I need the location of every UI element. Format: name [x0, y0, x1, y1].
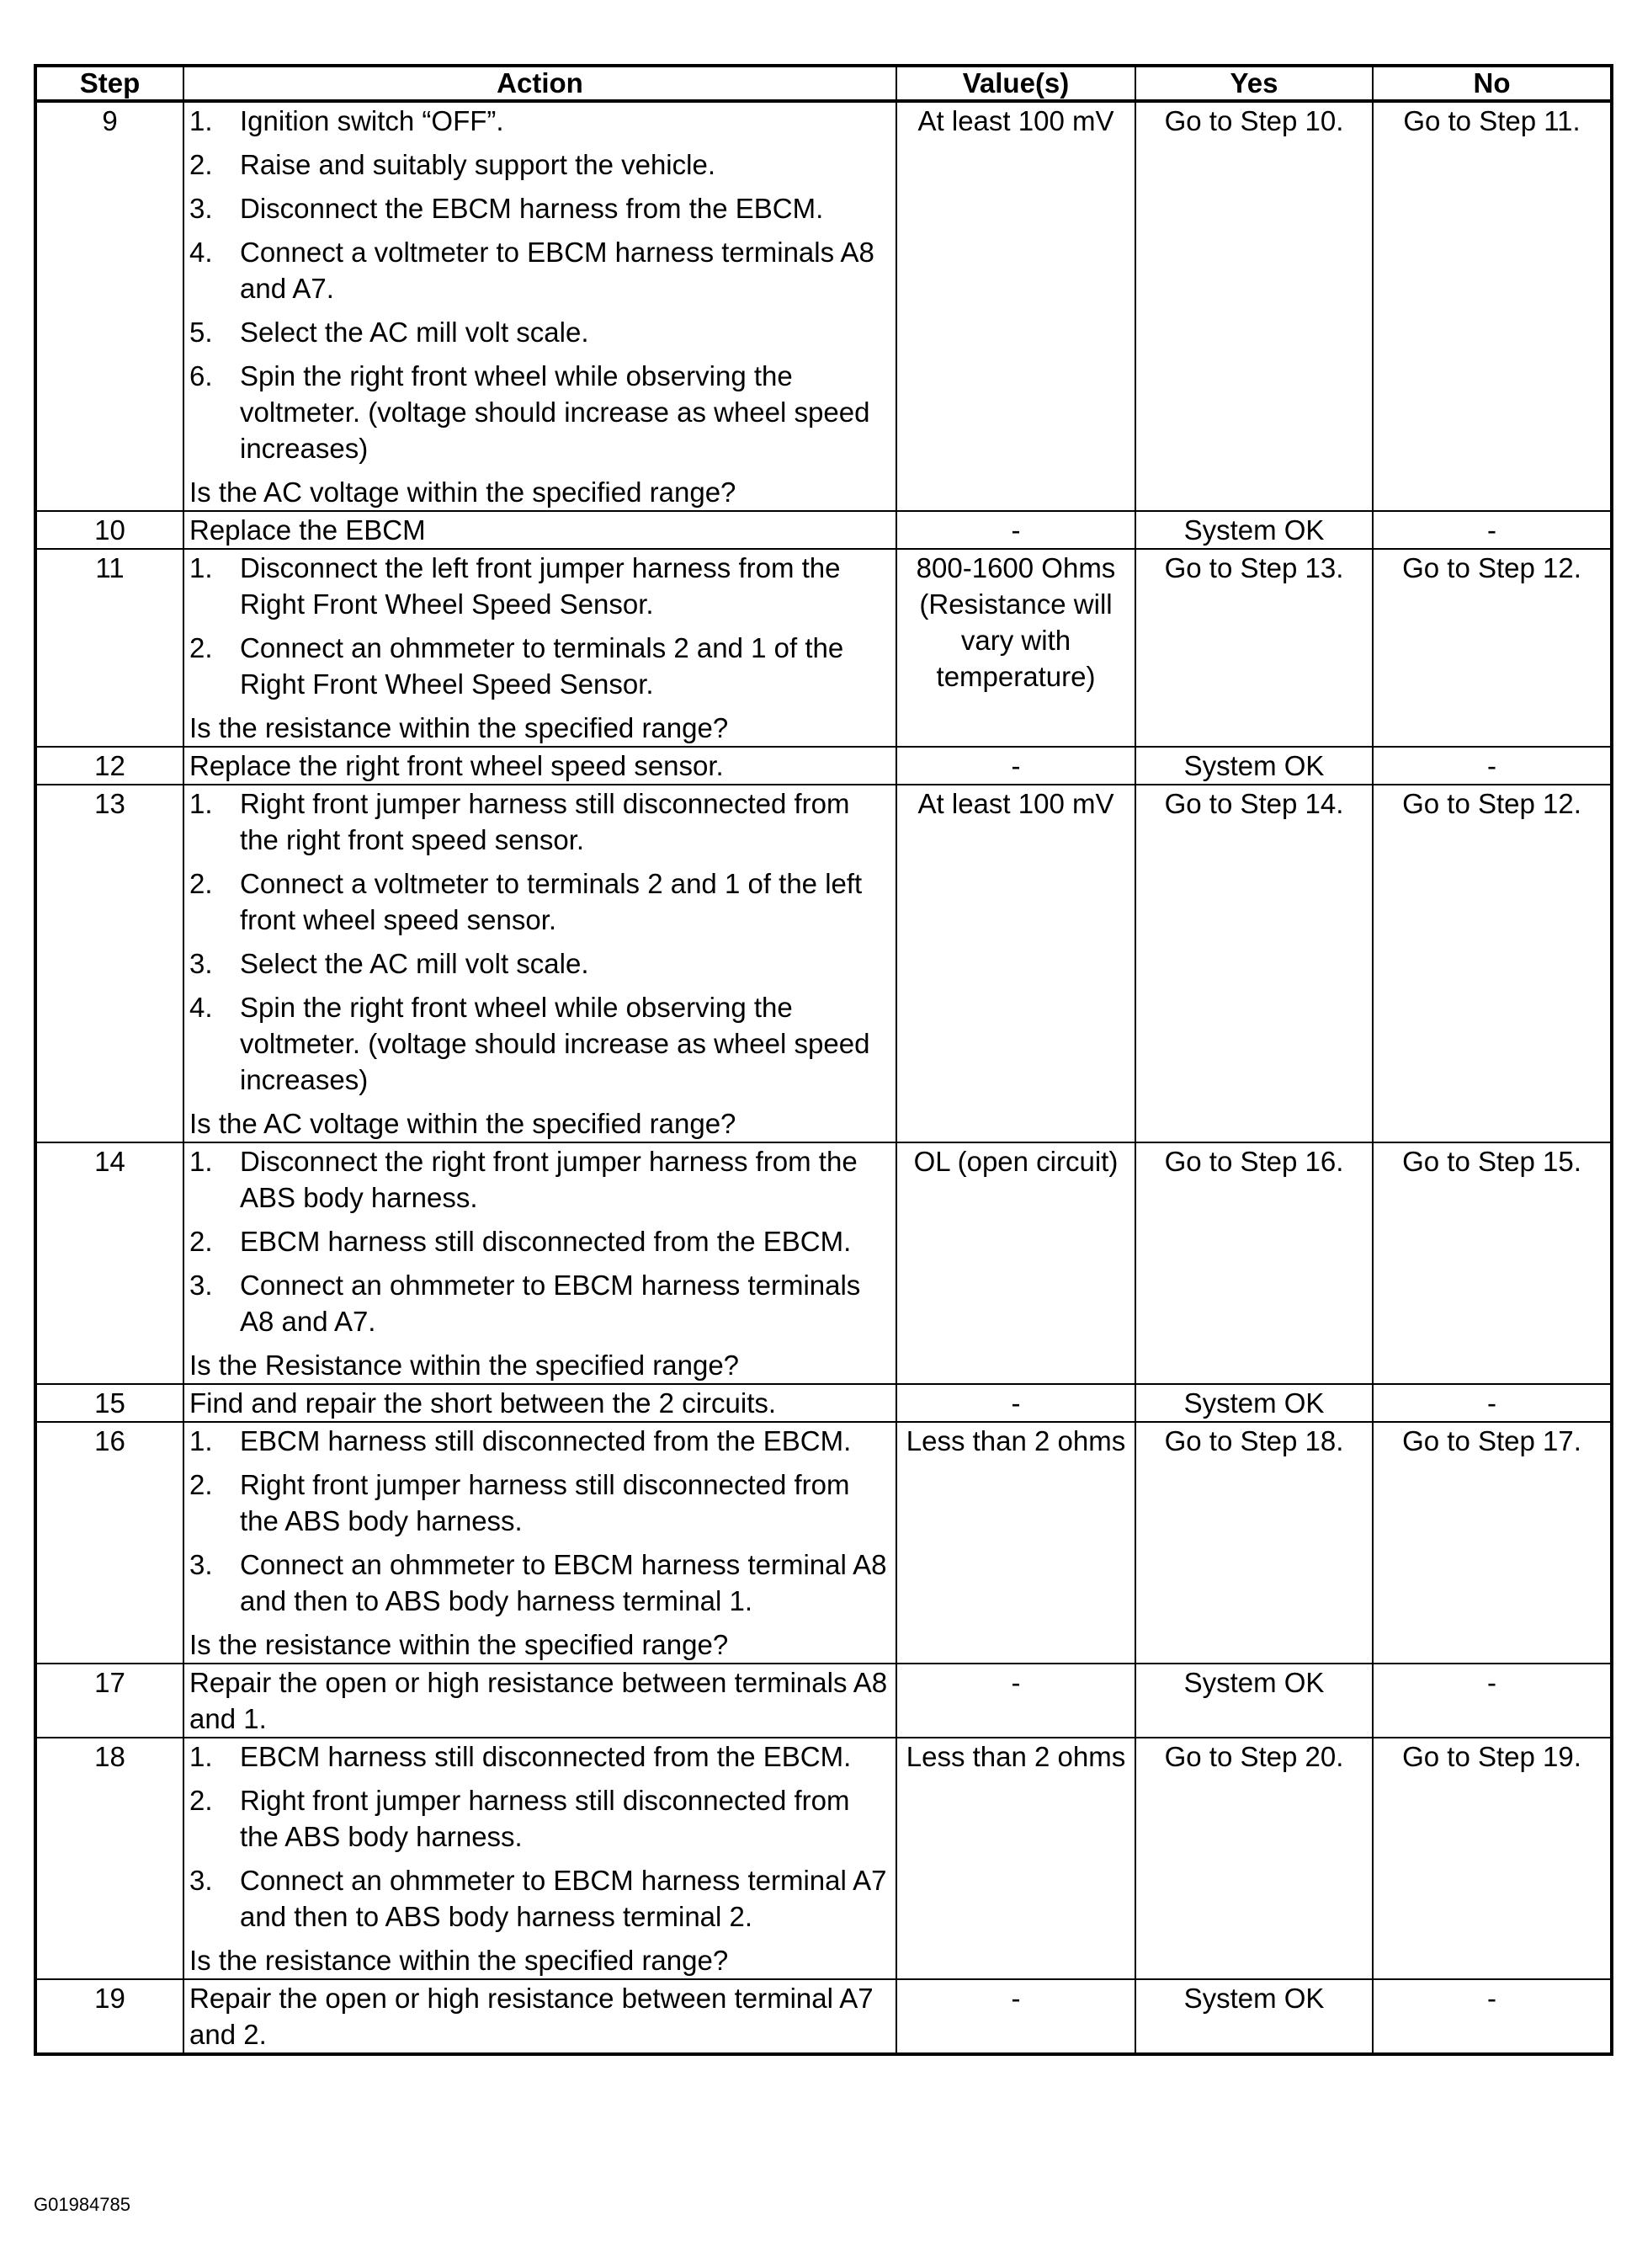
action-item: [189, 1547, 890, 1619]
yes-cell: Go to Step 20.: [1135, 1738, 1373, 1979]
action-question: Is the resistance within the specified range?: [189, 1945, 729, 1976]
no-cell: Go to Step 17.: [1373, 1422, 1612, 1664]
action-item: [189, 1862, 890, 1935]
action-item-number: 2.: [189, 1226, 213, 1257]
action-item-text: Spin the right front wheel while observing the voltmeter. (voltage should increase as wheel speed increases): [240, 992, 870, 1095]
action-item: [189, 1782, 890, 1855]
step-cell: 13: [35, 785, 183, 1142]
action-item: [189, 358, 890, 466]
action-text: Repair the open or high resistance between terminal A7 and 2.: [189, 1983, 874, 2050]
action-item: [189, 1223, 890, 1259]
action-item-number: 1.: [189, 552, 213, 583]
action-cell: [183, 511, 896, 549]
no-cell: -: [1373, 1979, 1612, 2054]
action-item: [189, 1143, 890, 1216]
value-cell: Less than 2 ohms: [896, 1422, 1135, 1664]
action-item-number: 2.: [189, 1469, 213, 1500]
action-item-number: 1.: [189, 1425, 213, 1456]
action-cell: [183, 1142, 896, 1384]
table-row: [35, 549, 1612, 747]
step-cell: 12: [35, 747, 183, 785]
no-cell: Go to Step 12.: [1373, 549, 1612, 747]
step-cell: 19: [35, 1979, 183, 2054]
action-item-number: 2.: [189, 868, 213, 899]
step-cell: 9: [35, 101, 183, 511]
action-item-text: Right front jumper harness still disconnected from the ABS body harness.: [240, 1469, 850, 1536]
step-cell: 14: [35, 1142, 183, 1384]
action-item: [189, 103, 890, 139]
action-item-number: 2.: [189, 1785, 213, 1816]
action-item-number: 3.: [189, 1549, 213, 1580]
action-item-text: Disconnect the EBCM harness from the EBCM.: [240, 193, 824, 224]
table-row: [35, 1142, 1612, 1384]
step-cell: 10: [35, 511, 183, 549]
action-item-text: Right front jumper harness still disconnected from the ABS body harness.: [240, 1785, 850, 1852]
action-cell: [183, 101, 896, 511]
action-cell: [183, 785, 896, 1142]
action-item-number: 1.: [189, 1146, 213, 1177]
no-cell: -: [1373, 747, 1612, 785]
value-cell: Less than 2 ohms: [896, 1738, 1135, 1979]
action-item-text: Disconnect the left front jumper harness from the Right Front Wheel Speed Sensor.: [240, 552, 841, 620]
yes-cell: Go to Step 14.: [1135, 785, 1373, 1142]
action-item-number: 1.: [189, 105, 213, 136]
yes-cell: System OK: [1135, 747, 1373, 785]
step-cell: 16: [35, 1422, 183, 1664]
action-item-text: Ignition switch “OFF”.: [240, 105, 504, 136]
action-item-number: 1.: [189, 788, 213, 819]
no-cell: Go to Step 19.: [1373, 1738, 1612, 1979]
table-row: [35, 747, 1612, 785]
figure-code: G01984785: [34, 2194, 130, 2215]
table-row: [35, 1384, 1612, 1422]
table-row: [35, 1738, 1612, 1979]
action-item-text: EBCM harness still disconnected from the EBCM.: [240, 1226, 852, 1257]
value-cell: 800-1600 Ohms (Resistance will vary with temperature): [896, 549, 1135, 747]
action-question: Is the AC voltage within the specified range?: [189, 476, 736, 508]
value-cell: -: [896, 747, 1135, 785]
action-item-text: Connect a voltmeter to EBCM harness terminals A8 and A7.: [240, 237, 874, 304]
action-item-number: 3.: [189, 1270, 213, 1301]
action-cell: [183, 1384, 896, 1422]
no-cell: Go to Step 11.: [1373, 101, 1612, 511]
action-item: [189, 1738, 890, 1775]
table-row: [35, 1664, 1612, 1738]
step-cell: 17: [35, 1664, 183, 1738]
no-cell: Go to Step 15.: [1373, 1142, 1612, 1384]
action-text: Replace the EBCM: [189, 514, 426, 546]
table-row: [35, 785, 1612, 1142]
action-item-number: 6.: [189, 360, 213, 391]
no-cell: Go to Step 12.: [1373, 785, 1612, 1142]
value-cell: At least 100 mV: [896, 785, 1135, 1142]
no-cell: -: [1373, 1664, 1612, 1738]
step-cell: 11: [35, 549, 183, 747]
header-action: Action: [183, 66, 896, 101]
action-cell: [183, 747, 896, 785]
value-cell: -: [896, 1664, 1135, 1738]
value-cell: -: [896, 1979, 1135, 2054]
action-item: [189, 1423, 890, 1459]
action-item: [189, 550, 890, 622]
action-item: [189, 234, 890, 306]
action-text: Replace the right front wheel speed sensor.: [189, 750, 724, 781]
value-cell: -: [896, 1384, 1135, 1422]
yes-cell: System OK: [1135, 511, 1373, 549]
action-text: Find and repair the short between the 2 circuits.: [189, 1387, 777, 1419]
action-item-text: Connect an ohmmeter to EBCM harness terminal A8 and then to ABS body harness terminal 1.: [240, 1549, 887, 1616]
no-cell: -: [1373, 511, 1612, 549]
diagnostic-table: [34, 64, 1613, 2056]
action-item-text: Connect an ohmmeter to EBCM harness terminals A8 and A7.: [240, 1270, 861, 1337]
value-cell: -: [896, 511, 1135, 549]
action-item-number: 3.: [189, 193, 213, 224]
action-question: Is the resistance within the specified range?: [189, 712, 729, 743]
value-cell: At least 100 mV: [896, 101, 1135, 511]
action-item-text: EBCM harness still disconnected from the EBCM.: [240, 1741, 852, 1772]
action-item-text: Connect a voltmeter to terminals 2 and 1 of the left front wheel speed sensor.: [240, 868, 863, 935]
action-item: [189, 865, 890, 938]
header-no: No: [1373, 66, 1612, 101]
yes-cell: Go to Step 16.: [1135, 1142, 1373, 1384]
yes-cell: Go to Step 10.: [1135, 101, 1373, 511]
table-header: [35, 66, 1612, 101]
table-row: [35, 1422, 1612, 1664]
action-item: [189, 146, 890, 183]
table-row: [35, 101, 1612, 511]
action-item: [189, 945, 890, 982]
action-item-number: 1.: [189, 1741, 213, 1772]
yes-cell: System OK: [1135, 1664, 1373, 1738]
action-item-text: Right front jumper harness still disconnected from the right front speed sensor.: [240, 788, 850, 855]
action-question: Is the resistance within the specified range?: [189, 1629, 729, 1660]
step-cell: 18: [35, 1738, 183, 1979]
action-item: [189, 630, 890, 702]
action-item-number: 4.: [189, 237, 213, 268]
value-cell: OL (open circuit): [896, 1142, 1135, 1384]
action-question: Is the AC voltage within the specified range?: [189, 1108, 736, 1139]
table-body: [35, 101, 1612, 2054]
action-cell: [183, 1422, 896, 1664]
action-item-number: 5.: [189, 317, 213, 348]
action-cell: [183, 1738, 896, 1979]
action-item-text: Connect an ohmmeter to EBCM harness terminal A7 and then to ABS body harness terminal 2.: [240, 1865, 887, 1932]
action-item-text: EBCM harness still disconnected from the EBCM.: [240, 1425, 852, 1456]
action-cell: [183, 549, 896, 747]
action-item-text: Select the AC mill volt scale.: [240, 948, 589, 979]
action-item-text: Select the AC mill volt scale.: [240, 317, 589, 348]
no-cell: -: [1373, 1384, 1612, 1422]
action-item-number: 3.: [189, 1865, 213, 1896]
table-row: [35, 511, 1612, 549]
step-cell: 15: [35, 1384, 183, 1422]
action-item-text: Connect an ohmmeter to terminals 2 and 1 of the Right Front Wheel Speed Sensor.: [240, 632, 844, 700]
action-item-text: Raise and suitably support the vehicle.: [240, 149, 715, 180]
yes-cell: Go to Step 13.: [1135, 549, 1373, 747]
yes-cell: System OK: [1135, 1979, 1373, 2054]
action-text: Repair the open or high resistance between terminals A8 and 1.: [189, 1667, 888, 1734]
header-yes: Yes: [1135, 66, 1373, 101]
action-item-number: 2.: [189, 632, 213, 663]
yes-cell: System OK: [1135, 1384, 1373, 1422]
action-item: [189, 1267, 890, 1339]
action-item-number: 3.: [189, 948, 213, 979]
action-item-text: Spin the right front wheel while observing the voltmeter. (voltage should increase as wheel speed increases): [240, 360, 870, 464]
action-item-number: 2.: [189, 149, 213, 180]
action-cell: [183, 1979, 896, 2054]
action-item: [189, 785, 890, 858]
header-row: [35, 66, 1612, 101]
action-question: Is the Resistance within the specified range?: [189, 1350, 740, 1381]
action-cell: [183, 1664, 896, 1738]
action-item: [189, 989, 890, 1098]
header-step: Step: [35, 66, 183, 101]
action-item: [189, 314, 890, 350]
action-item-number: 4.: [189, 992, 213, 1023]
action-item: [189, 1467, 890, 1539]
table-row: [35, 1979, 1612, 2054]
action-item: [189, 190, 890, 226]
action-item-text: Disconnect the right front jumper harness from the ABS body harness.: [240, 1146, 858, 1213]
header-values: Value(s): [896, 66, 1135, 101]
yes-cell: Go to Step 18.: [1135, 1422, 1373, 1664]
